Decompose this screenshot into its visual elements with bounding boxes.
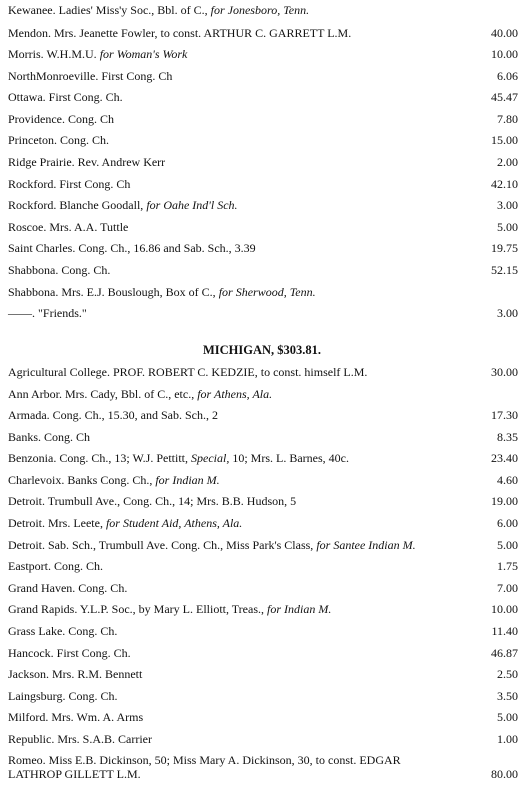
ledger-entry — [8, 177, 518, 191]
entry-text: Agricultural College. PROF. ROBERT C. KEDZIE, to const. himself L.M. — [8, 365, 368, 379]
entry-description — [8, 538, 458, 552]
entry-designation: for Oahe Ind'l Sch. — [146, 198, 238, 212]
ledger-entry — [8, 581, 518, 595]
entry-amount: 42.10 — [491, 177, 518, 191]
entry-amount: 6.06 — [497, 69, 518, 83]
entry-description — [8, 624, 458, 638]
ledger-entry — [8, 285, 518, 299]
entry-amount: 5.00 — [497, 220, 518, 234]
entry-amount: 10.00 — [491, 47, 518, 61]
ledger-entry — [8, 473, 518, 487]
entry-text: 10; Mrs. L. Barnes, 40c. — [229, 451, 349, 465]
ledger-entry — [8, 69, 518, 83]
entry-amount: 15.00 — [491, 133, 518, 147]
entry-description — [8, 689, 458, 703]
ledger-entry — [8, 90, 518, 104]
entry-description — [8, 47, 458, 61]
entry-description — [8, 753, 458, 781]
entry-text: Rockford. First Cong. Ch — [8, 177, 131, 191]
ledger-entry — [8, 646, 518, 660]
ledger-entry — [8, 538, 518, 552]
entry-text: Eastport. Cong. Ch. — [8, 559, 103, 573]
entry-amount: 7.80 — [497, 112, 518, 126]
entry-description — [8, 69, 458, 83]
entry-description — [8, 133, 458, 147]
entry-amount: 45.47 — [491, 90, 518, 104]
entry-description — [8, 306, 458, 320]
entry-text: Benzonia. Cong. Ch., 13; W.J. Pettitt, — [8, 451, 192, 465]
entry-text: Grand Haven. Cong. Ch. — [8, 581, 128, 595]
entry-text: Grass Lake. Cong. Ch. — [8, 624, 118, 638]
entry-amount: 46.87 — [491, 646, 518, 660]
entry-description — [8, 430, 458, 444]
entry-text: Grand Rapids. Y.L.P. Soc., by Mary L. Elliott, Treas., — [8, 602, 268, 616]
entry-text: Detroit. Trumbull Ave., Cong. Ch., 14; Mrs. B.B. Hudson, 5 — [8, 494, 297, 508]
entry-description — [8, 263, 458, 277]
entry-text: Princeton. Cong. Ch. — [8, 133, 109, 147]
ledger-entry — [8, 220, 518, 234]
ledger-entry — [8, 753, 518, 781]
entry-designation: for Woman's Work — [99, 47, 188, 61]
entry-amount: 7.00 — [497, 581, 518, 595]
entry-text: Roscoe. Mrs. A.A. Tuttle — [8, 220, 129, 234]
entry-text: Saint Charles. Cong. Ch., 16.86 and Sab. Sch., 3.39 — [8, 241, 256, 255]
entry-description — [8, 198, 458, 212]
entry-amount: 80.00 — [491, 767, 518, 781]
entry-text: Rockford. Blanche Goodall, — [8, 198, 147, 212]
entry-amount: 8.35 — [497, 430, 518, 444]
entry-designation: for Santee Indian M. — [316, 538, 416, 552]
ledger-entry — [8, 689, 518, 703]
entry-amount: 10.00 — [491, 602, 518, 616]
entry-designation: for Athens, Ala. — [197, 387, 273, 401]
entry-text: Republic. Mrs. S.A.B. Carrier — [8, 732, 152, 746]
ledger-entry — [8, 516, 518, 530]
entry-amount: 2.00 — [497, 155, 518, 169]
ledger-entry — [8, 602, 518, 616]
ledger-entry — [8, 155, 518, 169]
entry-amount: 19.75 — [491, 241, 518, 255]
entry-description — [8, 408, 458, 422]
entry-amount: 5.00 — [497, 538, 518, 552]
entry-description — [8, 155, 458, 169]
entry-text: Mendon. Mrs. Jeanette Fowler, to const. ARTHUR C. GARRETT L.M. — [8, 26, 352, 40]
ledger-entry — [8, 365, 518, 379]
entry-text: Banks. Cong. Ch — [8, 430, 91, 444]
ledger-entry — [8, 430, 518, 444]
entry-description — [8, 473, 458, 487]
entry-text: Ridge Prairie. Rev. Andrew Kerr — [8, 155, 166, 169]
entry-text: Morris. W.H.M.U. — [8, 47, 100, 61]
entry-text: Armada. Cong. Ch., 15.30, and Sab. Sch., 2 — [8, 408, 218, 422]
entry-amount: 1.75 — [497, 559, 518, 573]
ledger-entry — [8, 667, 518, 681]
entry-designation: for Student Aid, Athens, Ala. — [105, 516, 243, 530]
entry-text: Milford. Mrs. Wm. A. Arms — [8, 710, 144, 724]
entry-amount: 23.40 — [491, 451, 518, 465]
entry-description — [8, 516, 458, 530]
ledger-entry — [8, 198, 518, 212]
entry-text: Detroit. Sab. Sch., Trumbull Ave. Cong. Ch., Miss Park's Class, — [8, 538, 317, 552]
entry-amount: 3.00 — [497, 198, 518, 212]
entry-designation: for Sherwood, Tenn. — [218, 285, 316, 299]
ledger-entry — [8, 710, 518, 724]
entry-description — [8, 732, 458, 746]
ledger-entry — [8, 559, 518, 573]
entry-text: Ottawa. First Cong. Ch. — [8, 90, 123, 104]
entry-amount: 5.00 — [497, 710, 518, 724]
entry-designation: Special, — [191, 451, 230, 465]
entry-description — [8, 26, 458, 40]
entry-description — [8, 3, 458, 17]
entry-text: Detroit. Mrs. Leete, — [8, 516, 106, 530]
ledger-entry — [8, 133, 518, 147]
entry-amount: 4.60 — [497, 473, 518, 487]
entry-text: Hancock. First Cong. Ch. — [8, 646, 131, 660]
entry-amount: 19.00 — [491, 494, 518, 508]
entry-amount: 3.00 — [497, 306, 518, 320]
entry-amount: 11.40 — [491, 624, 518, 638]
ledger-entry — [8, 408, 518, 422]
entry-description — [8, 220, 458, 234]
ledger-entry — [8, 306, 518, 320]
entry-text: ——. "Friends." — [8, 306, 87, 320]
entry-amount: 6.00 — [497, 516, 518, 530]
entry-description — [8, 112, 458, 126]
entry-description — [8, 90, 458, 104]
entry-description — [8, 285, 458, 299]
entry-text: Kewanee. Ladies' Miss'y Soc., Bbl. of C., — [8, 3, 211, 17]
ledger-entry — [8, 494, 518, 508]
ledger-entry — [8, 451, 518, 465]
entry-text: Jackson. Mrs. R.M. Bennett — [8, 667, 143, 681]
ledger-entry — [8, 112, 518, 126]
ledger-entry — [8, 387, 518, 401]
entry-text: Laingsburg. Cong. Ch. — [8, 689, 118, 703]
ledger-entry — [8, 3, 518, 17]
entry-description — [8, 559, 458, 573]
entry-amount: 2.50 — [497, 667, 518, 681]
ledger-entry — [8, 26, 518, 40]
entry-amount: 3.50 — [497, 689, 518, 703]
entry-description — [8, 387, 458, 401]
entry-text: Providence. Cong. Ch — [8, 112, 114, 126]
entry-description — [8, 710, 458, 724]
entry-description — [8, 646, 458, 660]
entry-description — [8, 177, 458, 191]
entry-description — [8, 602, 458, 616]
entry-description — [8, 494, 458, 508]
entry-text: Charlevoix. Banks Cong. Ch., — [8, 473, 156, 487]
entry-designation: for Indian M. — [267, 602, 332, 616]
entry-description — [8, 581, 458, 595]
entry-amount: 52.15 — [491, 263, 518, 277]
entry-amount: 40.00 — [491, 26, 518, 40]
entry-description — [8, 241, 458, 255]
entry-designation: for Indian M. — [155, 473, 220, 487]
entry-amount: 17.30 — [491, 408, 518, 422]
entry-designation: for Jonesboro, Tenn. — [210, 3, 310, 17]
entry-description — [8, 365, 458, 379]
entry-amount: 1.00 — [497, 732, 518, 746]
ledger-entry — [8, 47, 518, 61]
entry-description — [8, 667, 458, 681]
section-heading: MICHIGAN, $303.81. — [202, 343, 322, 357]
ledger-entry — [8, 263, 518, 277]
ledger-entry — [8, 624, 518, 638]
entry-amount: 30.00 — [491, 365, 518, 379]
ledger-entry — [8, 241, 518, 255]
entry-text: Shabbona. Mrs. E.J. Bouslough, Box of C., — [8, 285, 219, 299]
entry-text: Ann Arbor. Mrs. Cady, Bbl. of C., etc., — [8, 387, 198, 401]
entry-text: Romeo. Miss E.B. Dickinson, 50; Miss Mary A. Dickinson, 30, to const. EDGAR LATHROP GILLETT L.M. — [8, 753, 401, 781]
ledger-entry — [8, 732, 518, 746]
entry-description — [8, 451, 458, 465]
entry-text: Shabbona. Cong. Ch. — [8, 263, 111, 277]
entry-text: NorthMonroeville. First Cong. Ch — [8, 69, 173, 83]
